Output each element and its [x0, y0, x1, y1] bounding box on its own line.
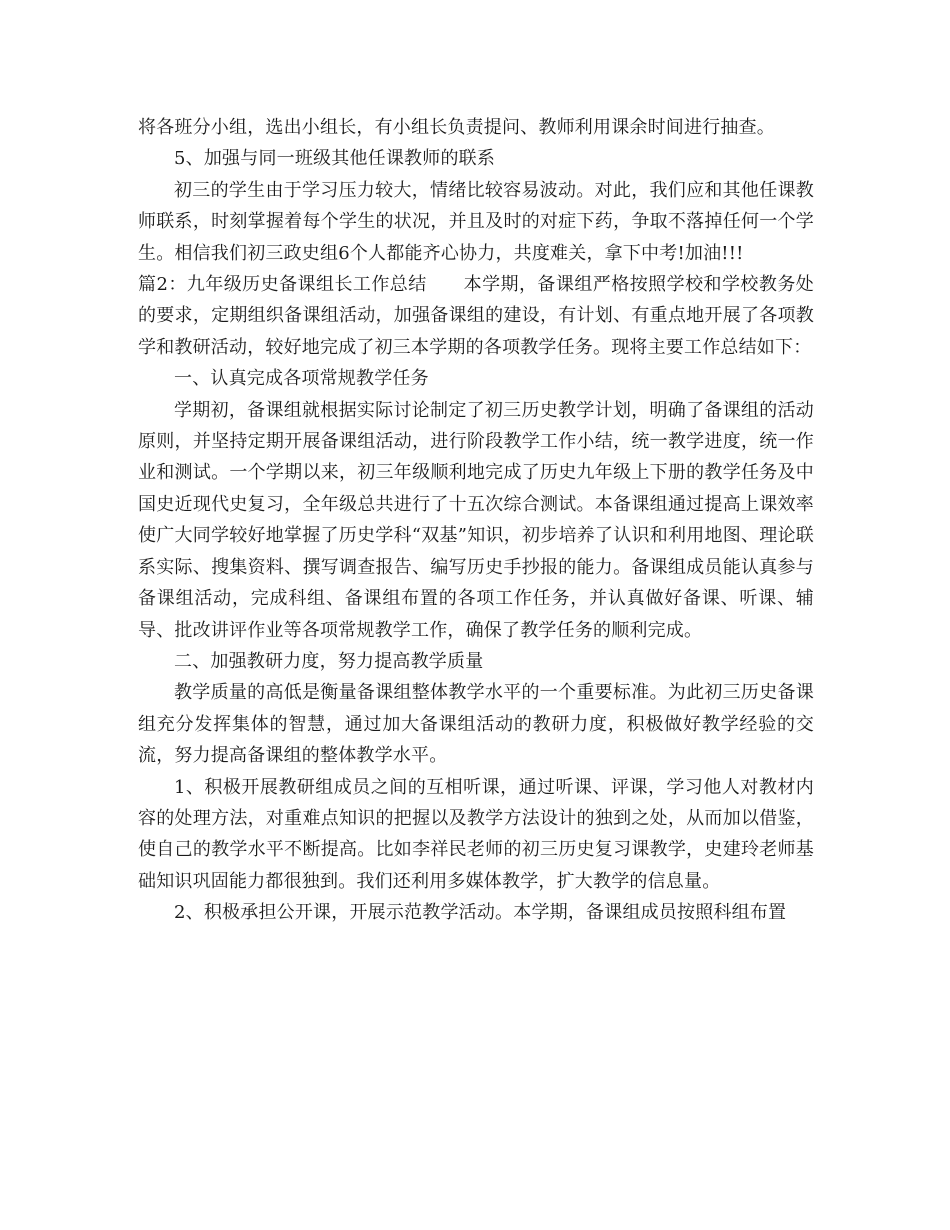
paragraph-routine-tasks: 学期初，备课组就根据实际讨论制定了初三历史教学计划，明确了备课组的活动原则，并坚持定期开展备课组活动，进行阶段教学工作小结，统一教学进度，统一作业和测试。一个学期以来，初三年级顺利地完成了历史九年级上下册的教学任务及中国史近现代史复习，全年级总共进行了十五次综合测试。本备课组通过提高上课效率使广大同学较好地掌握了历史学科“双基”知识，初步培养了认识和利用地图、理论联系实际、搜集资料、撰写调查报告、编写历史手抄报的能力。备课组成员能认真参与备课组活动，完成科组、备课组布置的各项工作任务，并认真做好备课、听课、辅导、批改讲评作业等各项常规教学工作，确保了教学任务的顺利完成。: [138, 399, 814, 641]
paragraph-open-classes: 2、积极承担公开课，开展示范教学活动。本学期，备课组成员按照科组布置: [174, 902, 787, 924]
paragraph-teaching-quality: 教学质量的高低是衡量备课组整体教学水平的一个重要标准。为此初三历史备课组充分发挥集体的智慧，通过加大备课组活动的教研力度，积极做好教学经验的交流，努力提高备课组的整体教学水平。: [138, 682, 814, 767]
paragraph-peer-observation: 1、积极开展教研组成员之间的互相听课，通过听课、评课，学习他人对教材内容的处理方法，对重难点知识的把握以及教学方法设计的独到之处，从而加以借鉴，使自己的教学水平不断提高。比如李祥民老师的初三历史复习课教学，史建玲老师基础知识巩固能力都很独到。我们还利用多媒体教学，扩大教学的信息量。: [138, 776, 814, 892]
section-heading-1: 一、认真完成各项常规教学任务: [174, 368, 429, 390]
paragraph-continuation: 将各班分小组，选出小组长，有小组长负责提问、教师利用课余时间进行抽查。: [138, 117, 775, 138]
paragraph-contact-teachers: 初三的学生由于学习压力较大，情绪比较容易波动。对此，我们应和其他任课教师联系，时刻掌握着每个学生的状况，并且及时的对症下药，争取不落掉任何一个学生。相信我们初三政史组6个人都能齐心协力，共度难关，拿下中考!加油!!!: [138, 179, 814, 264]
section-heading-5: 5、加强与同一班级其他任课教师的联系: [174, 148, 496, 170]
document-body: [138, 112, 814, 929]
section-heading-2: 二、加强教研力度，努力提高教学质量: [174, 650, 484, 672]
paragraph-part2-intro: 篇2：九年级历史备课组长工作总结 本学期，备课组严格按照学校和学校教务处的要求，定期组织备课组活动，加强备课组的建设，有计划、有重点地开展了各项教学和教研活动，较好地完成了初三本学期的各项教学任务。现将主要工作总结如下：: [138, 274, 814, 358]
